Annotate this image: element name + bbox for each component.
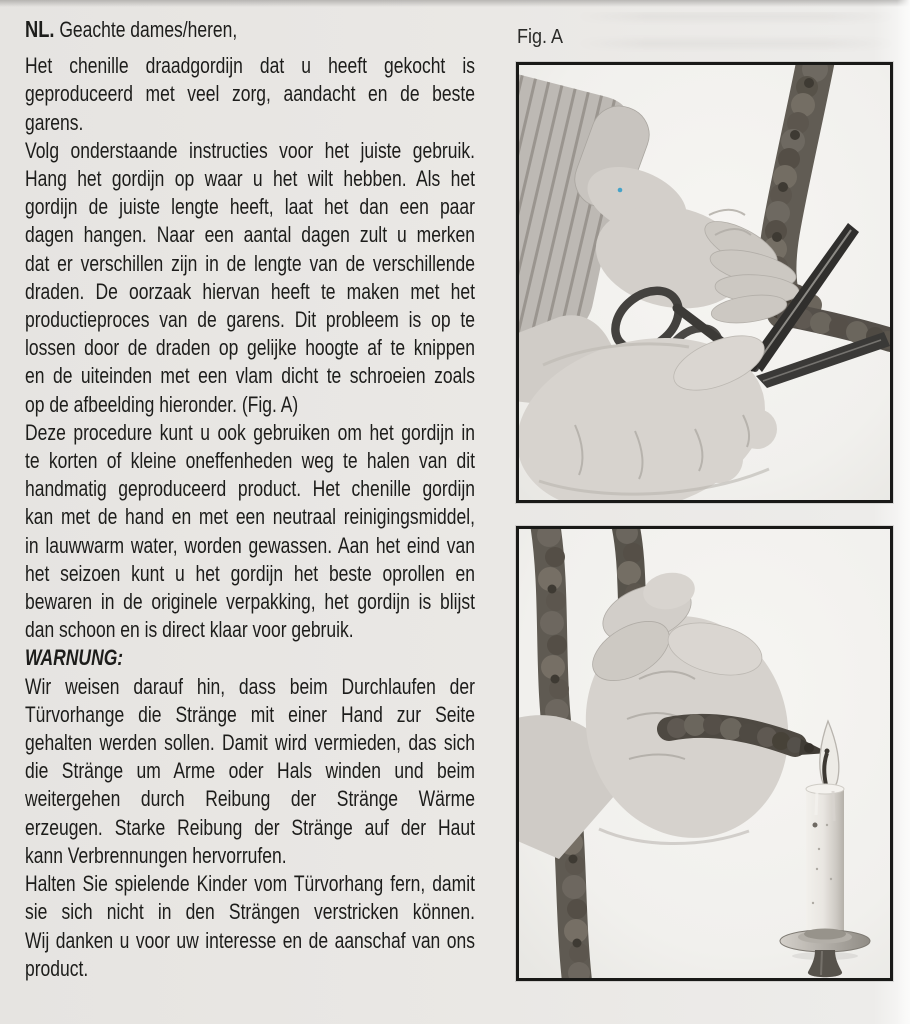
text-line: Halten Sie spielende Kinder vom Türvorhang fern, damit (25, 871, 475, 897)
text-line: sie sich nicht in den Strängen verstricken können. (25, 899, 475, 925)
text-line: bewaren in de originele verpakking, het gordijn is blijst (25, 589, 475, 615)
blue-speck (618, 188, 623, 193)
text-line: weitergehen durch Reibung der Stränge Wärme (25, 786, 475, 812)
text-line: Volg onderstaande instructies voor het juiste gebruik. (25, 137, 475, 163)
figure-photo-candle (516, 526, 893, 981)
text-line: geproduceerd met veel zorg, aandacht en de beste (25, 81, 475, 107)
greeting-line: NL. Geachte dames/heren, (25, 16, 238, 42)
candle-photo-illustration (519, 529, 890, 978)
text-line: die Stränge um Arme oder Hals winden und beim (25, 758, 475, 784)
figure-label: Fig. A (517, 26, 564, 48)
text-line: dat er verschillen zijn in de lengte van de verschillende (25, 250, 475, 276)
text-line: dagen hangen. Naar een aantal dagen zult u merken (25, 222, 475, 248)
text-line: product. (25, 955, 89, 981)
text-line: en de uiteinden met een vlam dicht te schroeien zoals (25, 363, 475, 389)
text-line: gordijn de juiste lengte heeft, laat het dan een paar (25, 194, 475, 220)
text-line: handmatig geproduceerd product. Het chenille gordijn (25, 476, 475, 502)
warning-heading: WARNUNG: (25, 645, 124, 671)
text-line: gehalten werden sollen. Damit wird vermieden, das sich (25, 730, 475, 756)
text-line: Hang het gordijn op waar u het wilt hebben. Als het (25, 166, 475, 192)
text-line: garens. (25, 109, 84, 135)
text-line: dan schoon en is direct klaar voor gebruik. (25, 617, 354, 643)
text-line: Türvorhange die Stränge mit einer Hand zur Seite (25, 701, 475, 727)
text-line: productieproces van de garens. Dit probleem is op te (25, 307, 475, 333)
text-line: lossen door de draden op gelijke hoogte af te knippen (25, 335, 475, 361)
cutting-photo-illustration (519, 65, 890, 500)
text-line: Wij danken u voor uw interesse en de aanschaf van ons (25, 927, 475, 953)
text-line: het seizoen kunt u het gordijn het beste oprollen en (25, 560, 475, 586)
figure-photo-cutting (516, 62, 893, 503)
text-line: op de afbeelding hieronder. (Fig. A) (25, 391, 299, 417)
text-line: draden. De oorzaak hiervan heeft te maken met het (25, 278, 475, 304)
text-line: erzeugen. Starke Reibung der Stränge auf der Haut (25, 814, 475, 840)
text-line: kann Verbrennungen hervorrufen. (25, 842, 287, 868)
text-line: Wir weisen darauf hin, dass beim Durchlaufen der (25, 673, 475, 699)
instructions-text (25, 15, 475, 983)
text-line: in lauwwarm water, worden gewassen. Aan het eind van (25, 532, 475, 558)
language-code: NL. (25, 16, 55, 42)
text-line: te korten of kleine oneffenheden weg te halen van dit (25, 448, 475, 474)
text-line: kan met de hand en met een neutraal reinigingsmiddel, (25, 504, 475, 530)
text-line: Het chenille draadgordijn dat u heeft gekocht is (25, 53, 475, 79)
text-line: Deze procedure kunt u ook gebruiken om het gordijn in (25, 419, 475, 445)
